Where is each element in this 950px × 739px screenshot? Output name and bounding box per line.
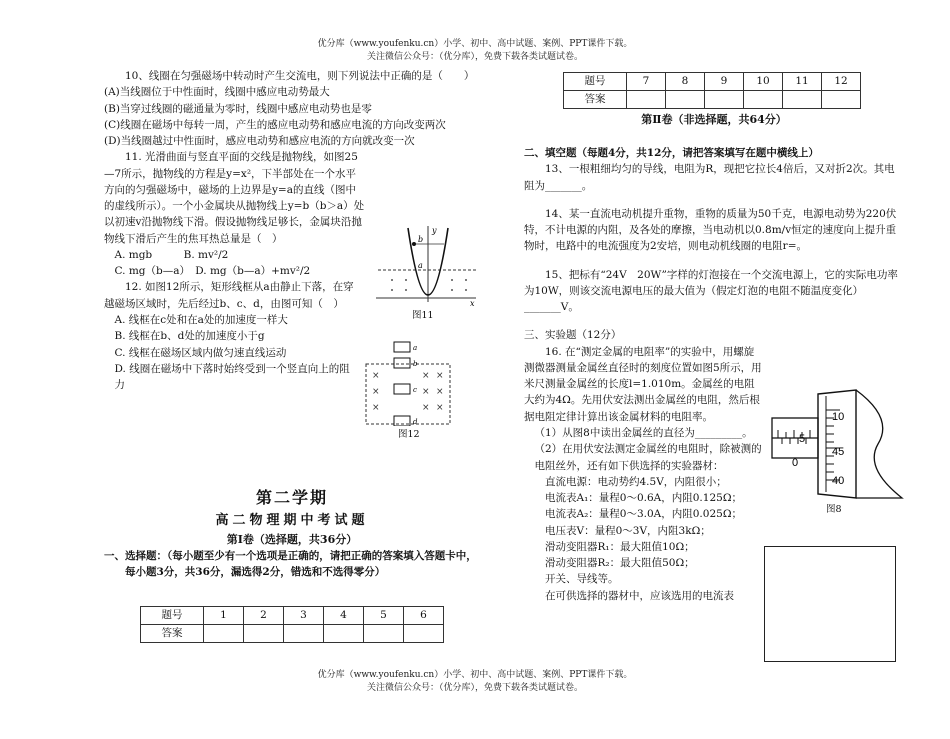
figure-11-parabola <box>372 222 480 308</box>
footer-line-2: 关注微信公众号：（优分库），免费下载各类试题试卷。 <box>366 683 583 693</box>
question-number-cell: 5 <box>364 607 404 625</box>
metal-block <box>412 242 416 246</box>
question-number-cell: 7 <box>627 73 666 91</box>
equipment-ammeter-a2: 电流表A₂：量程0～3.0A，内阻0.025Ω； <box>545 508 743 521</box>
q10-stem: 10、线圈在匀强磁场中转动时产生交流电，则下列说法中正确的是（ ） <box>125 70 475 82</box>
q11-options-ab: A. mgb B. mv²/2 <box>114 248 229 261</box>
answer-cell[interactable] <box>666 91 705 109</box>
figure-11-caption: 图11 <box>412 310 434 321</box>
equipment-rheostat-r2: 滑动变阻器R₂：最大阻值50Ω； <box>545 557 695 570</box>
question-number-cell: 9 <box>705 73 744 91</box>
question-number-label: 题号 <box>564 73 627 91</box>
svg-text:×: × <box>422 387 430 397</box>
answer-cell[interactable] <box>404 625 444 643</box>
thimble-label-40: 40 <box>832 475 845 487</box>
q15-text: 15、把标有“24V 20W”字样的灯泡接在一个交流电源上，它的实际电功率为10W，则该交流电源电压的最大值为（假定灯泡的电阻不随温度变化）_______V。 <box>524 268 898 314</box>
volume-2-heading: 第Ⅱ卷（非选择题，共64分） <box>641 113 787 126</box>
fig11-label-b: b <box>418 235 424 244</box>
svg-text:×: × <box>372 371 380 381</box>
q11-stem: 11. 光滑曲面与竖直平面的交线是抛物线，如图25—7所示，抛物线的方程是y=x²，下半部处在一个水平方向的匀强磁场中，磁场的上边界是y=a的直线（图中的虚线所示）。一个小金属块从抛物线上y=b（b＞a）处以初速v沿抛物线下滑。假设抛物线足够长，金属块沿抛物线下滑后产生的焦耳热总量是（ ） <box>104 151 365 245</box>
exam-title-subject: 高二物理期中考试题 <box>215 512 369 528</box>
svg-text:×: × <box>422 403 430 413</box>
question-number-cell: 10 <box>744 73 783 91</box>
q16-part-3: 在可供选择的器材中，应该选用的电流表 <box>545 589 734 602</box>
answer-row <box>564 91 861 109</box>
right-column <box>524 145 904 604</box>
exam-title-block <box>104 486 480 581</box>
answer-cell[interactable] <box>627 91 666 109</box>
question-number-row <box>141 607 444 625</box>
q16-part-2: （2）在用伏安法测定金属丝的电阻时，除被测的电阻丝外，还有如下供选择的实验器材： <box>534 443 762 472</box>
frame-position-a <box>394 342 410 352</box>
svg-text:×: × <box>372 387 380 397</box>
equipment-ammeter-a1: 电流表A₁：量程0～0.6A，内阻0.125Ω； <box>545 492 743 505</box>
question-number-cell: 11 <box>783 73 822 91</box>
question-number-cell: 4 <box>324 607 364 625</box>
question-number-cell: 3 <box>284 607 324 625</box>
fig11-label-y: y <box>432 226 437 235</box>
answer-cell[interactable] <box>244 625 284 643</box>
section-3-heading: 三、实验题（12分） <box>524 329 622 342</box>
fig11-label-x: x <box>470 299 475 308</box>
q14-text: 14、某一直流电动机提升重物，重物的质量为50千克，电源电动势为220伏特，不计电源的内阻，及各处的摩擦，当电动机以0.8m/v恒定的速度向上提升重物时，电路中的电流强度为2安培，则电动机线圈的电阻r=。 <box>524 207 897 253</box>
equipment-power-supply: 直流电源：电动势约4.5V，内阻很小； <box>545 475 727 488</box>
figure-12-caption: 图12 <box>398 429 420 440</box>
fig12-label-b: b <box>413 360 418 368</box>
q12-stem: 12. 如图12所示，矩形线框从a由静止下落，在穿越磁场区域时，先后经过b、c、d，由图可知（ ） <box>104 281 354 310</box>
figure-8-caption: 图8 <box>826 504 842 515</box>
field-crosses <box>372 371 444 413</box>
exam-title-semester: 第二学期 <box>255 488 328 507</box>
answer-table-7-12 <box>563 72 861 109</box>
q12-option-b: B. 线框在b、d处的加速度小于g <box>114 330 265 343</box>
q16-stem: 16. 在“测定金属的电阻率”的实验中，用螺旋测微器测量金属丝直径时的刻度位置如图5所示，用米尺测量金属丝的长度l=1.010m。金属丝的电阻大约为4Ω。先用伏安法测出金属丝的电阻，然后根据电阻定律计算出该金属材料的电阻率。 <box>524 345 762 423</box>
svg-text:×: × <box>422 371 430 381</box>
footer-line-1: 优分库（www.youfenku.cn）小学、初中、高中试题、案例、PPT课件下载。 <box>317 670 633 680</box>
micrometer-ratchet <box>856 390 902 498</box>
answer-cell[interactable] <box>204 625 244 643</box>
svg-text:×: × <box>372 403 380 413</box>
section-2-heading: 二、填空题（每题4分，共12分，请把答案填写在题中横线上） <box>524 147 819 159</box>
question-number-label: 题号 <box>141 607 204 625</box>
answer-cell[interactable] <box>783 91 822 109</box>
answer-cell[interactable] <box>364 625 404 643</box>
answer-cell[interactable] <box>284 625 324 643</box>
answer-cell[interactable] <box>705 91 744 109</box>
figure-12-frame-falling <box>364 336 454 426</box>
svg-text:×: × <box>436 371 444 381</box>
sleeve-ticks <box>778 430 810 444</box>
section-1-instructions: 一、选择题：（每小题至少有一个选项是正确的，请把正确的答案填入答题卡中，每小题3分，共36分，漏选得2分，错选和不选得零分） <box>104 549 477 579</box>
figure-8-micrometer <box>770 388 906 500</box>
answer-cell[interactable] <box>744 91 783 109</box>
question-number-cell: 2 <box>244 607 284 625</box>
question-number-cell: 1 <box>204 607 244 625</box>
equipment-rheostat-r1: 滑动变阻器R₁：最大阻值10Ω； <box>545 540 695 553</box>
page-header <box>0 38 950 64</box>
q12-option-a: A. 线框在c处和在a处的加速度一样大 <box>114 313 288 326</box>
sleeve-label-5: 5 <box>799 433 806 445</box>
q10-option-d: (D)当线圈越过中性面时，感应电动势和感应电流的方向就改变一次 <box>104 135 415 148</box>
header-line-2: 关注微信公众号：（优分库），免费下载各类试题试卷。 <box>366 52 583 62</box>
fig12-label-c: c <box>413 386 417 394</box>
answer-label: 答案 <box>564 91 627 109</box>
frame-position-c <box>394 384 410 394</box>
q13-text: 13、一根粗细均匀的导线，电阻为R，现把它拉长4倍后，又对折2次。其电阻为_______。 <box>524 163 895 192</box>
q10-option-c: (C)线圈在磁场中每转一周，产生的感应电动势和感应电流的方向改变两次 <box>104 118 446 131</box>
circuit-diagram-answer-box[interactable] <box>764 546 896 662</box>
fig11-label-a: a <box>418 261 423 270</box>
q11-options-cd: C. mg（b—a） D. mg（b—a）+mv²/2 <box>114 265 311 278</box>
q12-option-c: C. 线框在磁场区域内做匀速直线运动 <box>114 346 287 359</box>
question-number-cell: 6 <box>404 607 444 625</box>
question-number-row <box>564 73 861 91</box>
question-number-cell: 8 <box>666 73 705 91</box>
q16-part-1: （1）从图8中读出金属丝的直径为_________。 <box>534 426 753 439</box>
answer-cell[interactable] <box>324 625 364 643</box>
frame-position-b <box>394 358 410 368</box>
q12-option-d: D. 线圈在磁场中下落时始终受到一个竖直向上的阻力 <box>114 362 350 392</box>
answer-cell[interactable] <box>822 91 861 109</box>
answer-row <box>141 625 444 643</box>
sleeve-label-0: 0 <box>792 457 799 469</box>
equipment-voltmeter: 电压表V：量程0～3V，内阻3kΩ； <box>545 524 711 537</box>
fig12-label-a: a <box>413 344 418 352</box>
q10-option-a: (A)当线圈位于中性面时，线圈中感应电动势最大 <box>104 86 330 99</box>
q10-option-b: (B)当穿过线圈的磁通量为零时，线圈中感应电动势也是零 <box>104 102 372 115</box>
volume-1-heading: 第Ⅰ卷（选择题，共36分） <box>226 532 358 546</box>
answer-label: 答案 <box>141 625 204 643</box>
header-line-1: 优分库（www.youfenku.cn）小学、初中、高中试题、案例、PPT课件下载。 <box>317 39 633 49</box>
answer-table-1-6 <box>140 606 444 643</box>
question-number-cell: 12 <box>822 73 861 91</box>
magnetic-field-dots <box>391 279 467 291</box>
svg-text:×: × <box>436 403 444 413</box>
svg-text:×: × <box>436 387 444 397</box>
fig12-label-d: d <box>413 418 418 426</box>
page-footer <box>0 669 950 695</box>
equipment-switch-wires: 开关、导线等。 <box>545 573 619 586</box>
thimble-label-45: 45 <box>832 446 845 458</box>
thimble-label-10: 10 <box>832 411 845 423</box>
